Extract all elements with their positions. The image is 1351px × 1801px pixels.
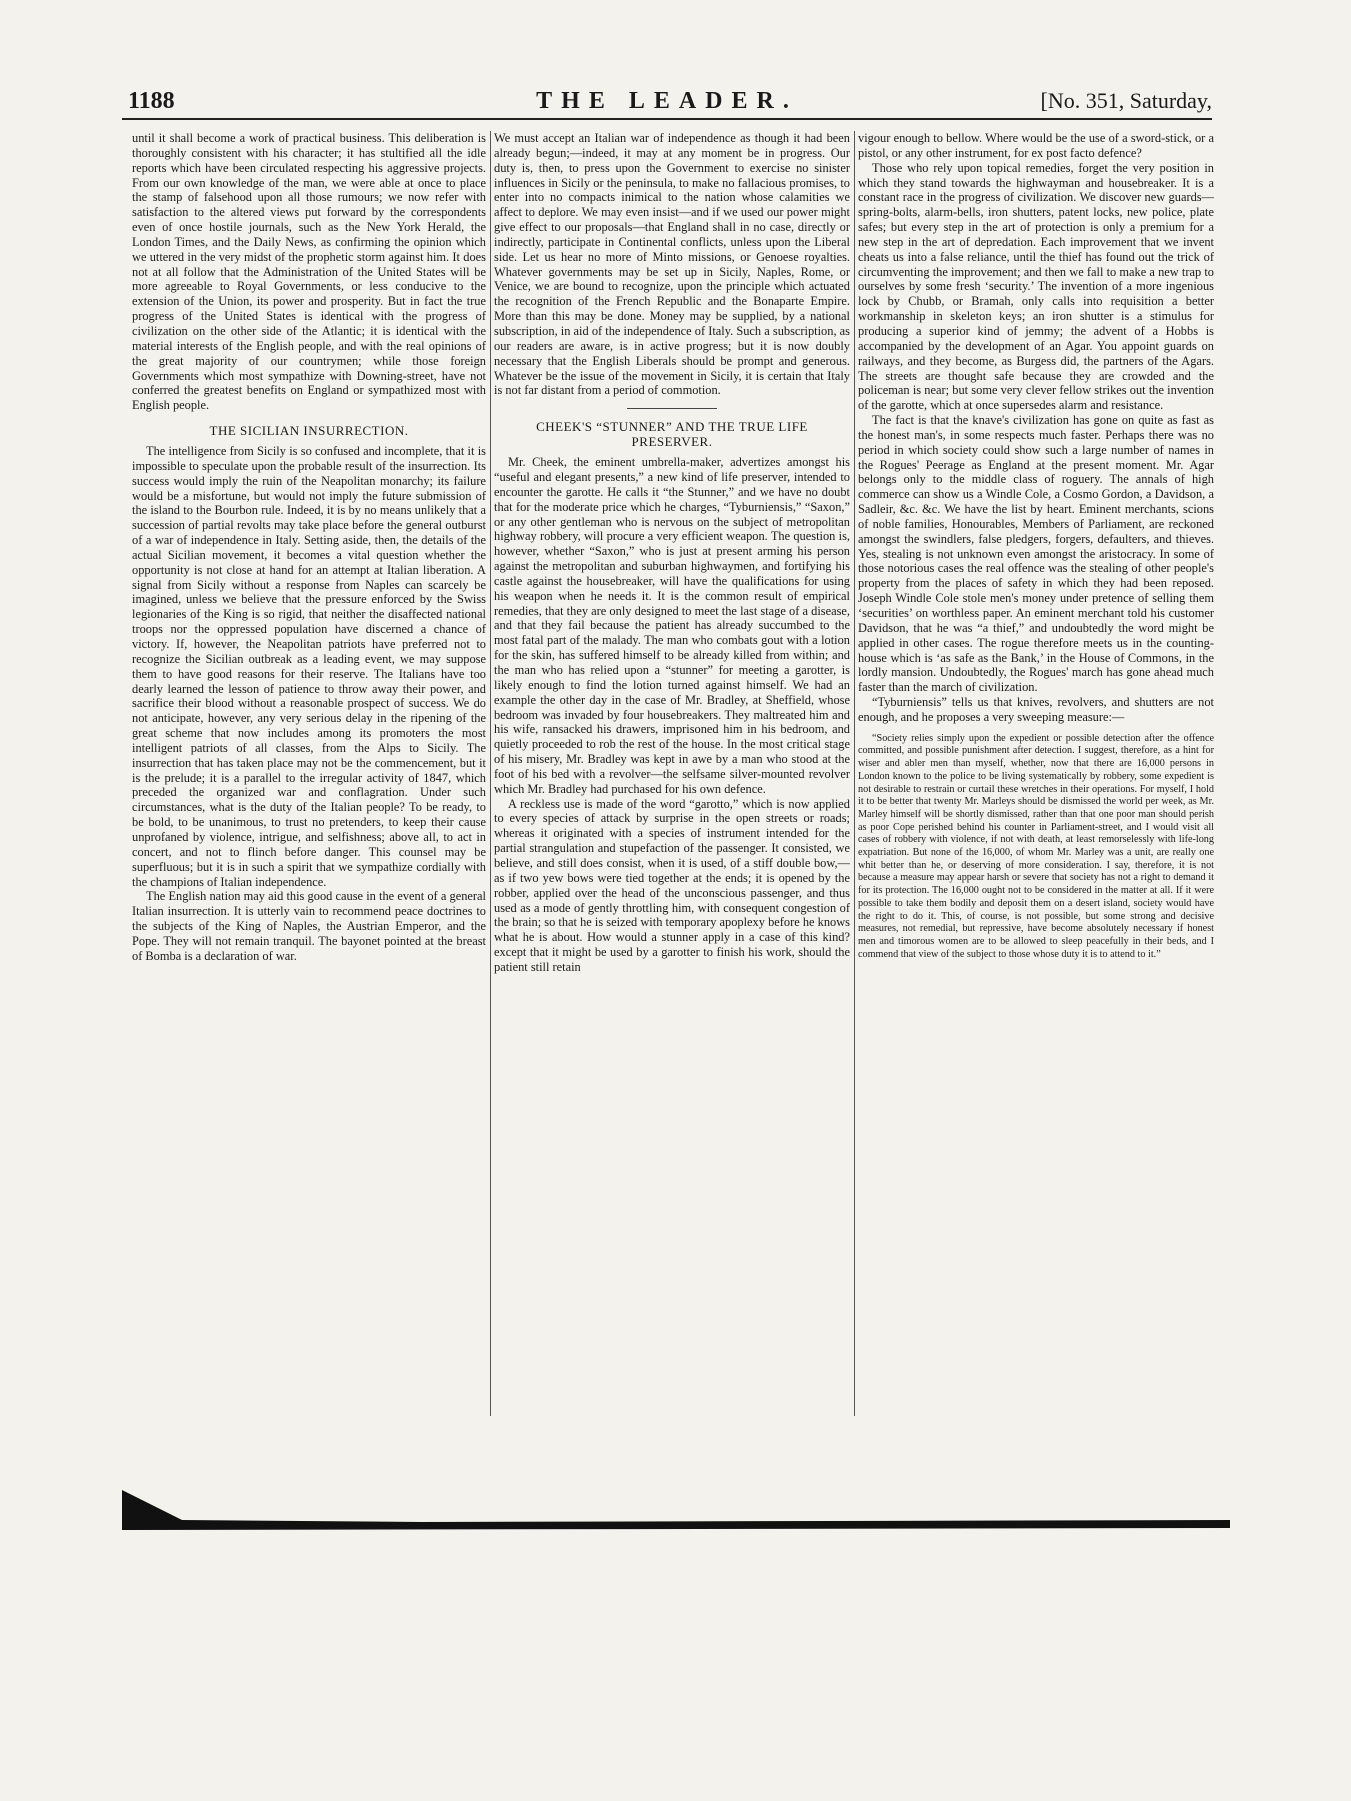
article-paragraph: The intelligence from Sicily is so confused and incomplete, that it is impossible to speculate upon the probable result of the insurrection. Its success would imply the ruin of the Neapolitan monarchy; its failure would be a misfortune, but would not imply the future submission of the island to the Bourbon rule. Indeed, it is by no means unlikely that a succession of partial revolts may take place before the general outburst of a war of independence in Italy. Setting aside, then, the details of the actual Sicilian movement, it becomes a vital question whether the opportunity is not close at hand for an attempt at Italian liberation. A signal from Sicily without a response from Naples can scarcely be imagined, unless we believe that the pressure enforced by the Swiss legionaries of the King is so rigid, that neither the disaffected national troops nor the oppressed population have discerned a chance of victory. If, however, the Neapolitan patriots have preferred not to recognize the Sicilian outbreak as a leading event, we may suppose them to have good reasons for their reserve. The Italians have too dearly learned the lesson of patience to throw away their power, and sacrifice their blood without a reasonable prospect of success. We do not anticipate, however, any very serious delay in the ripening of the great scheme that now includes among its promoters the most intelligent patriots of all classes, from the Alps to Sicily. The insurrection that has taken place may not be the commencement, but it is the prelude; it is a parallel to the irregular activity of 1847, which preceded the organized war and conflagration. Under such circumstances, what is the duty of the Italian people? To be ready, to be bold, to be unanimous, to trust no pretenders, to keep their cause unprofaned by violence, intrigue, and selfishness; above all, to act in concert, and not to flinch before danger. This counsel may be superfluous; but it is in such a spirit that we sympathize cordially with the champions of Italian independence. [132,444,486,889]
article-paragraph: Those who rely upon topical remedies, forget the very position in which they stand towards the highwayman and housebreaker. It is a constant race in the progress of civilization. We discover new guards—spring-bolts, alarm-bells, iron shutters, patent locks, new police, plate safes; but every step in the art of protection is only a premium for a new step in the art of depredation. Each improvement that we invent cheats us into a false reliance, until the thief has found out the trick of circumventing the improvement; and then we fall to make a new trap to ourselves by some fresh ‘security.’ The invention of a more ingenious lock by Chubb, or Bramah, only calls into requisition a better workmanship in skeleton keys; an iron shutter is a stimulus for producing a superior kind of jemmy; the advent of a Hobbs is accompanied by the development of an Agar. You appoint guards on railways, and they become, as Burgess did, the partners of the Agars. The streets are thought safe because they are crowded and the policeman is near; but some very clever fellow strikes out the invention of the garotte, which at once supersedes alarm and resistance. [858,160,1214,413]
section-separator [627,408,717,409]
article-heading: THE SICILIAN INSURRECTION. [209,423,409,439]
page-header [122,88,1212,128]
column-2 [494,131,850,1411]
issue-line: [No. 351, Saturday, [1040,88,1212,113]
masthead: THE LEADER. [536,88,798,114]
column-3 [858,131,1214,1411]
scan-shadow-mark [122,1490,1230,1530]
article-paragraph: We must accept an Italian war of independence as though it had been already begun;—indeed, it may at any moment be in progress. Our duty is, then, to press upon the Government to exercise no sinister influences in Sicily or the peninsula, to make no fallacious promises, to enter into no compacts inimical to the nation whose calamities we affect to deplore. We may even insist—and if we used our power might give effect to our proposals—that England shall in no case, directly or indirectly, participate in Continental conflicts, unless upon the Liberal side. Let us hear no more of Minto missions, or Genoese royalties. Whatever governments may be set up in Sicily, Naples, Rome, or Venice, we are bound to recognize, upon the principle which actuated the recognition of the French Republic and the Bonaparte Empire. More than this may be done. Money may be supplied, by a national subscription, in aid of the independence of Italy. Such a subscription, as our readers are aware, is in active progress; but it is now doubly necessary that the English Liberals should be prompt and generous. Whatever be the issue of the movement in Sicily, it is certain that Italy is not far distant from a period of commotion. [494,131,850,398]
article-paragraph: The English nation may aid this good cause in the event of a general Italian insurrection. It is utterly vain to recommend peace doctrines to the subjects of the King of Naples, the Austrian Emperor, and the Pope. They will not remain tranquil. The bayonet pointed at the breast of Bomba is a declaration of war. [132,889,486,963]
column-divider [854,131,855,1416]
article-paragraph: vigour enough to bellow. Where would be the use of a sword-stick, or a pistol, or any other instrument, for ex post facto defence? [858,131,1214,160]
column-1 [132,131,486,1411]
quote-paragraph: “Society relies simply upon the expedient or possible detection after the offence committed, and possible punishment after detection. I suggest, therefore, as a hint for wiser and abler men than myself, whether, now that there are 16,000 persons in London known to the police to be living systematically by robbery, some expedient is not desirable to restrain or curtail these wretches in their operations. For myself, I hold it to be better that twenty Mr. Marleys should be dismissed the world per week, as Mr. Marley himself will be shortly dismissed, rather than that one poor man should perish as poor Cope perished behind his counter in Parliament-street, and I would visit all cases of robbery with violence, if not with death, at least remorselessly with life-long expatriation. But none of the 16,000, of whom Mr. Marley was a unit, are really one whit better than he, or deserving of more consideration. I say, therefore, it is not because a measure may appear harsh or severe that society has not a right to demand it for its protection. The 16,000 ought not to be considered in the matter at all. If it were possible to take them bodily and deposit them on a desert island, society would have the right to do it. This, of course, is not possible, but some strong and decisive measures, not remedial, but repressive, have become absolutely necessary if honest men and timorous women are to be allowed to sleep peacefully in their beds, and I commend that view of the subject to those whose duty it is to attend to it.” [858,732,1214,960]
article-paragraph: The fact is that the knave's civilization has gone on quite as fast as the honest man's, in some respects much faster. Perhaps there was no period in which society could show such a large number of names in the Rogues' Peerage as England at the present moment. Mr. Agar belongs only to the middle class of roguery. The annals of high commerce can show us a Windle Cole, a Cosmo Gordon, a Davidson, a Sadleir, &c. &c. We have the list by heart. Eminent merchants, scions of noble families, Honourables, Members of Parliament, are reckoned amongst the swindlers, false pledgers, forgers, defaulters, and thieves. Yes, stealing is not unknown even amongst the aristocracy. In some of those notorious cases the real offence was the stealing of other people's property from the places of safety in which they had been reposed. Joseph Windle Cole stole men's money under pretence of selling them ‘securities’ on worthless paper. An eminent merchant told his customer Davidson, that he was “a thief,” and undoubtedly the word might be applied in other cases. The rogue therefore meets us in the counting-house which is ‘as safe as the Bank,’ in the House of Commons, in the lordly mansion. Undoubtedly, the Rogues' march has gone ahead much faster than the march of civilization. [858,413,1214,695]
article-paragraph: “Tyburniensis” tells us that knives, revolvers, and shutters are not enough, and he proposes a very sweeping measure:— [858,695,1214,724]
page-number: 1188 [128,88,175,114]
column-divider [490,131,491,1416]
article-heading: CHEEK'S “STUNNER” AND THE TRUE LIFE PRESERVER. [536,419,808,450]
quoted-letter [858,733,1214,962]
article-paragraph: until it shall become a work of practical business. This deliberation is thoroughly consistent with his character; it has stultified all the idle reports which have been circulated respecting his aggressive projects. From our own knowledge of the man, we were able at once to place the stamp of falsehood upon all those rumours; we now refer with satisfaction to the altered views put forward by the correspondents even of once hostile journals, such as the New York Herald, the London Times, and the Daily News, as confirming the opinion which we uttered in the very midst of the prophetic storm against him. It does not at all follow that the Administration of the United States will be more agreeable to Royal Governments, or less conducive to the extension of the Union, its power and prosperity. But in fact the true progress of the United States is identical with the progress of civilization on the other side of the Atlantic; it is identical with the material interests of the English people, and with the real opinions of the great majority of our countrymen; while those foreign Governments which most sympathize with Downing-street, have not conferred the greatest benefits on England or sympathized most with English people. [132,131,486,413]
article-paragraph: Mr. Cheek, the eminent umbrella-maker, advertizes amongst his “useful and elegant presents,” a new kind of life preserver, intended to encounter the garotte. He calls it “the Stunner,” and we have no doubt that for the moderate price which he charges, “Tyburniensis,” “Saxon,” or any other gentleman who is nervous on the subject of metropolitan highway robbery, will procure a very efficient weapon. The question is, however, whether “Saxon,” who is just at present arming his person against the metropolitan and suburban highwaymen, and fortifying his castle against the housebreaker, will have the qualifications for using his weapon when he needs it. It is the common result of empirical remedies, that they are only designed to meet the last stage of a disease, and that they fail because the patient has already succumbed to the most fatal part of the malady. The man who combats gout with a lotion for the skin, has suffered himself to be already killed from within; and the man who has relied upon a “stunner” for meeting a garotter, is likely enough to find the lotion turned against himself. We had an example the other day in the case of Mr. Bradley, at Sheffield, whose bedroom was invaded by four housebreakers. They maltreated him and his wife, ransacked his drawers, imprisoned him in his bedroom, and quietly proceeded to rob the rest of the house. In the most critical stage of his misery, Mr. Bradley was kept in awe by a man who stood at the foot of his bed with a revolver—the selfsame silver-mounted revolver which Mr. Bradley had purchased for his own defence. [494,455,850,796]
header-rule [122,118,1212,120]
article-paragraph: A reckless use is made of the word “garotto,” which is now applied to every species of attack by surprise in the open streets or roads; whereas it originated with a species of instrument intended for the partial strangulation and stupefaction of the passenger. It consisted, we believe, and still does consist, when it is used, of a stiff double bow,—as if two yew bows were tied together at the ends; it is opened by the robber, applied over the head of the unconscious passenger, and thus used as a mode of gently throttling him, with consequent congestion of the brain; so that he is seized with temporary apoplexy before he knows what he is about. How would a stunner apply in a case of this kind? except that it might be used by a garotter to finish his work, should the patient still retain [494,796,850,974]
